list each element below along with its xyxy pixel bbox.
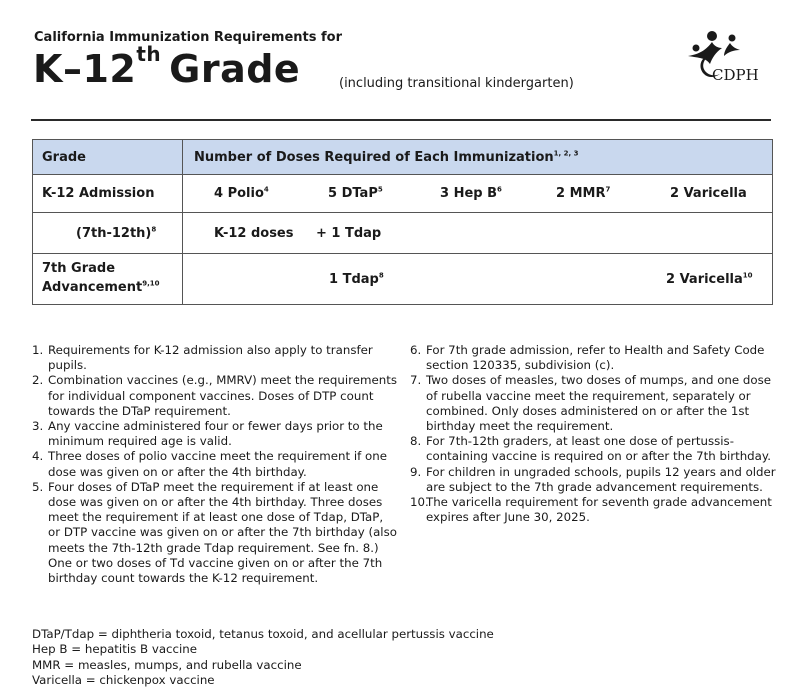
dose-polio: 4 Polio$^4$	[214, 185, 269, 201]
legend-item: Varicella = chickenpox vaccine	[32, 672, 215, 687]
title-main: K–12	[33, 47, 137, 91]
header-grade: Grade	[42, 150, 86, 165]
legend-item: Hep B = hepatitis B vaccine	[32, 642, 198, 657]
grade-cell	[33, 254, 183, 305]
title-note: (including transitional kindergarten)	[339, 76, 574, 91]
doses-cell	[183, 175, 773, 213]
footnote: 8. For 7th-12th graders, at least one dose of pertussis-containing vaccine is required on or after the 7th birthday.	[410, 434, 771, 464]
table-row	[33, 213, 773, 254]
footnote: 6. For 7th grade admission, refer to Health and Safety Code section 120335, subdivision (c).	[410, 343, 765, 373]
header-cell-grade	[33, 140, 183, 175]
title-tail: Grade	[169, 47, 301, 91]
table-header-row	[33, 140, 773, 175]
header-cell-doses	[183, 140, 773, 175]
title-superscript: th	[136, 42, 162, 66]
dose-k12: K-12 doses	[214, 226, 294, 241]
footnote: 5. Four doses of DTaP meet the requirement if at least one dose was given on or after the 4th birthday. Three doses meet the requirement if at least one dose of Tdap, DTaP, or DTP vaccine was given on or after the 7th birthday (also meets the 7th-12th grade Tdap requirement. See fn. 8.) One or two doses of Td vaccine given on or after the 7th birthday count towards the K-12 requirement.	[32, 479, 397, 586]
footnote: 1. Requirements for K-12 admission also apply to transfer pupils.	[32, 343, 373, 373]
table-row	[33, 254, 773, 305]
dose-varicella: 2 Varicella	[670, 186, 747, 201]
dose-tdap: 1 Tdap$^8$	[329, 271, 384, 287]
logo-wordmark: CDPH	[712, 66, 759, 84]
dose-mmr: 2 MMR$^7$	[556, 185, 611, 201]
footnotes-left-column	[32, 343, 397, 586]
footnote: 3. Any vaccine administered four or fewer days prior to the minimum required age is valid.	[32, 419, 383, 449]
document-title	[33, 42, 301, 91]
grade-label-line1: 7th Grade	[42, 261, 116, 276]
cdph-logo	[682, 28, 778, 100]
grade-label: $(7th-12th)^8$	[76, 225, 157, 241]
immunization-requirements-table	[32, 139, 773, 305]
grade-cell	[33, 175, 183, 213]
dose-tdap: + 1 Tdap	[316, 226, 382, 241]
footnote: 9. For children in ungraded schools, pupils 12 years and older are subject to the 7th grade advancement requirements.	[410, 464, 776, 494]
dose-varicella: 2 Varicella$^{10}$	[666, 271, 753, 287]
footnote: 7. Two doses of measles, two doses of mumps, and one dose of rubella vaccine meet the requirement, separately or combined. Only doses administered on or after the 1st birthday meet the requirement.	[410, 373, 772, 434]
dose-hepb: 3 Hep $B^6$	[440, 185, 502, 201]
header-doses: Number of Doses Required of Each Immunization$^{1, 2, 3}$	[194, 149, 579, 165]
doses-cell	[183, 254, 773, 305]
doses-cell	[183, 213, 773, 254]
grade-label-line2: Advancement$^{9,10}$	[42, 279, 160, 295]
legend-item: DTaP/Tdap = diphtheria toxoid, tetanus toxoid, and acellular pertussis vaccine	[32, 627, 494, 641]
table-row	[33, 175, 773, 213]
grade-label: K-12 Admission	[42, 186, 155, 201]
footnotes-right-column	[410, 343, 782, 525]
title-divider	[31, 119, 771, 121]
footnote: 10. The varicella requirement for seventh grade advancement expires after June 30, 2025.	[410, 495, 772, 525]
legend-item: MMR = measles, mumps, and rubella vaccine	[32, 657, 302, 672]
dose-dtap: 5 DTaP$^5$	[328, 185, 383, 201]
abbreviation-legend	[32, 627, 494, 688]
footnote: 2. Combination vaccines (e.g., MMRV) meet the requirements for individual component vaccines. Doses of DTP count towards the DTaP requirement.	[32, 373, 397, 418]
grade-cell	[33, 213, 183, 254]
footnote: 4. Three doses of polio vaccine meet the requirement if one dose was given on or after the 4th birthday.	[32, 449, 388, 479]
document-subtitle: California Immunization Requirements for	[34, 30, 343, 45]
